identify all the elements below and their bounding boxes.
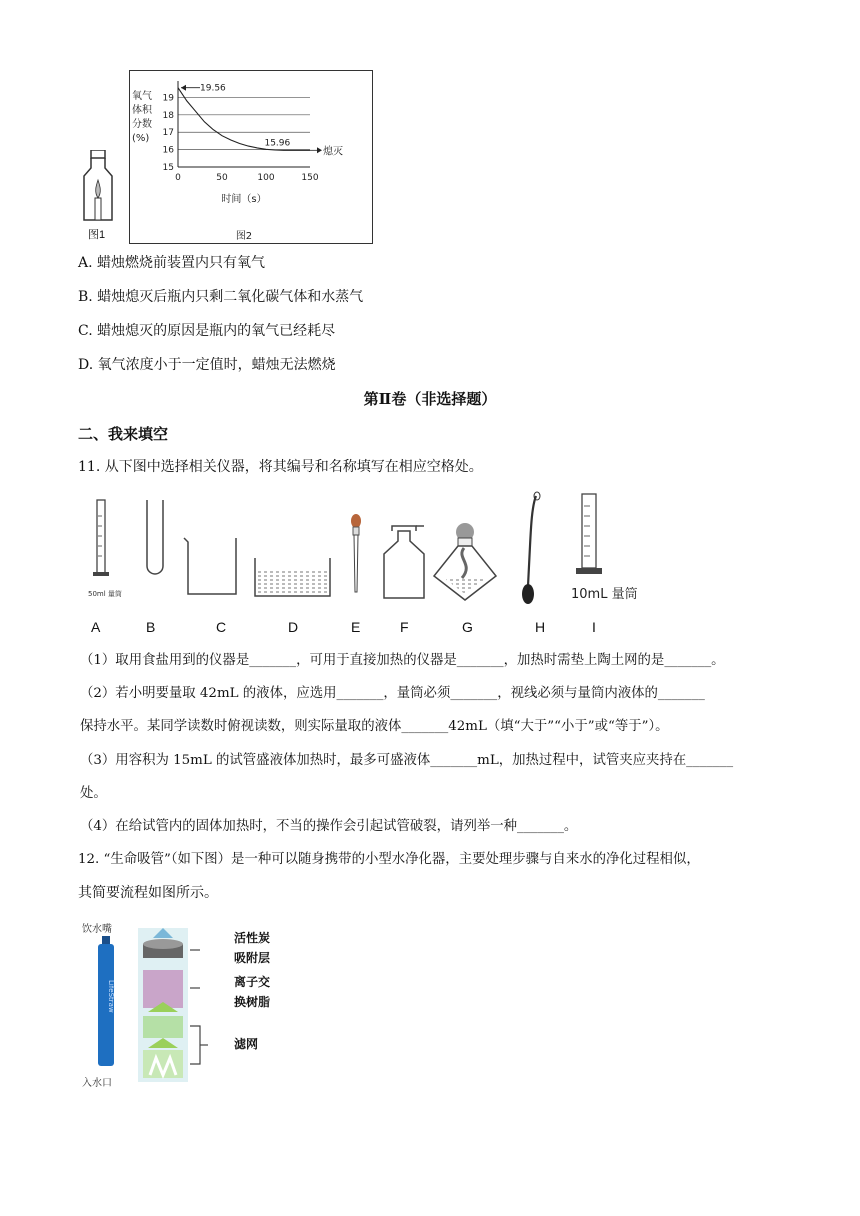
figure-1-label: 图1 xyxy=(88,229,106,241)
instrument-letter-d: D xyxy=(288,619,299,635)
y-axis-label-line: 体积 xyxy=(132,105,152,116)
q11-sub2b: 保持水平。某同学读数时俯视读数，则实际量取的液体_______42mL（填“大于”“小于”或“等于”）。 xyxy=(80,719,669,734)
label-carbon-2: 吸附层 xyxy=(234,951,271,965)
instrument-letter-f: F xyxy=(400,619,409,635)
section-title: 第Ⅱ卷（非选择题） xyxy=(363,390,497,408)
life-straw-figure xyxy=(78,920,288,1092)
q11-sub1: （1）取用食盐用到的仪器是_______，可用于直接加热的仪器是_______，加热时需垫上陶土网的是_______。 xyxy=(80,653,725,668)
instrument-letter-g: G xyxy=(462,619,473,635)
test-tube-icon xyxy=(147,500,163,574)
x-tick-label: 150 xyxy=(301,173,319,183)
medicine-spoon-icon xyxy=(522,492,540,604)
y-tick-label: 15 xyxy=(162,163,174,173)
filter-layer-icon xyxy=(143,1016,183,1038)
q12-stem-a: 12. “生命吸管”（如下图）是一种可以随身携带的小型水净化器，主要处理步骤与自来水的净化过程相似， xyxy=(78,852,700,867)
alcohol-lamp-icon xyxy=(434,523,496,600)
q10-option-d: D. 氧气浓度小于一定值时，蜡烛无法燃烧 xyxy=(78,357,336,373)
reagent-bottle-icon xyxy=(384,526,424,598)
label-inlet: 入水口 xyxy=(82,1078,112,1089)
instruments-figure xyxy=(84,486,644,616)
label-10ml: 10mL 量筒 xyxy=(571,587,638,602)
label-50ml: 50ml 量筒 xyxy=(88,590,122,598)
life-straw-svg xyxy=(78,920,288,1092)
x-tick-label: 100 xyxy=(257,173,275,183)
q10-option-c: C. 蜡烛熄灭的原因是瓶内的氧气已经耗尽 xyxy=(78,323,336,339)
water-trough-icon xyxy=(255,558,330,596)
straw-cap-icon xyxy=(102,936,110,944)
q11-sub3a: （3）用容积为 15mL 的试管盛液体加热时，最多可盛液体_______mL，加热过程中，试管夹应夹持在_______ xyxy=(80,753,734,768)
instrument-letter-h: H xyxy=(535,619,546,635)
q12-stem-b: 其简要流程如图所示。 xyxy=(78,885,218,901)
y-tick-label: 19 xyxy=(162,93,174,104)
x-tick-label: 0 xyxy=(175,173,181,183)
label-carbon-1: 活性炭 xyxy=(234,931,271,945)
label-resin-2: 换树脂 xyxy=(234,995,271,1009)
figure-2-chart xyxy=(130,71,372,243)
instrument-letter-a: A xyxy=(91,619,101,635)
y-axis-label-line: (%) xyxy=(132,133,150,144)
y-tick-label: 18 xyxy=(162,110,174,121)
label-mouth: 饮水嘴 xyxy=(82,924,112,935)
y-axis-label-line: 氧气 xyxy=(132,91,152,102)
q11-sub4: （4）在给试管内的固体加热时，不当的操作会引起试管破裂，请列举一种_______。 xyxy=(80,819,578,834)
end-arrowhead xyxy=(317,147,322,153)
start-annotation: 19.56 xyxy=(200,83,226,94)
dropper-icon xyxy=(351,514,361,592)
instrument-letter-e: E xyxy=(351,619,361,635)
graduated-cylinder-50ml-icon xyxy=(93,500,109,576)
instrument-letter-c: C xyxy=(216,619,227,635)
instrument-letter-b: B xyxy=(146,619,156,635)
q11-stem: 11. 从下图中选择相关仪器，将其编号和名称填写在相应空格处。 xyxy=(78,459,483,475)
q10-option-b: B. 蜡烛熄灭后瓶内只剩二氧化碳气体和水蒸气 xyxy=(78,289,364,305)
label-resin-1: 离子交 xyxy=(234,975,271,989)
q11-sub3b: 处。 xyxy=(80,786,107,801)
figure-2-label: 图2 xyxy=(235,231,253,242)
end-annotation: 15.96 xyxy=(264,138,291,149)
y-axis-label-line: 分数 xyxy=(132,119,152,130)
y-tick-label: 17 xyxy=(162,128,174,139)
q11-sub2a: （2）若小明要量取 42mL 的液体，应选用_______，量筒必须_______，视线必须与量筒内液体的_______ xyxy=(80,686,705,701)
start-arrowhead xyxy=(181,85,186,91)
graduated-cylinder-10ml-icon xyxy=(576,494,602,574)
x-tick-label: 50 xyxy=(216,173,228,183)
instruments-svg xyxy=(84,486,644,616)
label-filter: 滤网 xyxy=(234,1037,259,1051)
part-heading: 二、我来填空 xyxy=(78,425,169,443)
beaker-icon xyxy=(184,538,236,594)
q10-option-a: A. 蜡烛燃烧前装置内只有氧气 xyxy=(78,255,266,271)
x-axis-label: 时间（s） xyxy=(221,194,267,205)
y-tick-label: 16 xyxy=(162,145,174,156)
straw-text: LifeStraw xyxy=(107,980,115,1013)
oxygen-chart-svg xyxy=(130,71,372,243)
instrument-letter-i: I xyxy=(592,619,596,635)
extinguish-annotation: 熄灭 xyxy=(323,146,343,158)
